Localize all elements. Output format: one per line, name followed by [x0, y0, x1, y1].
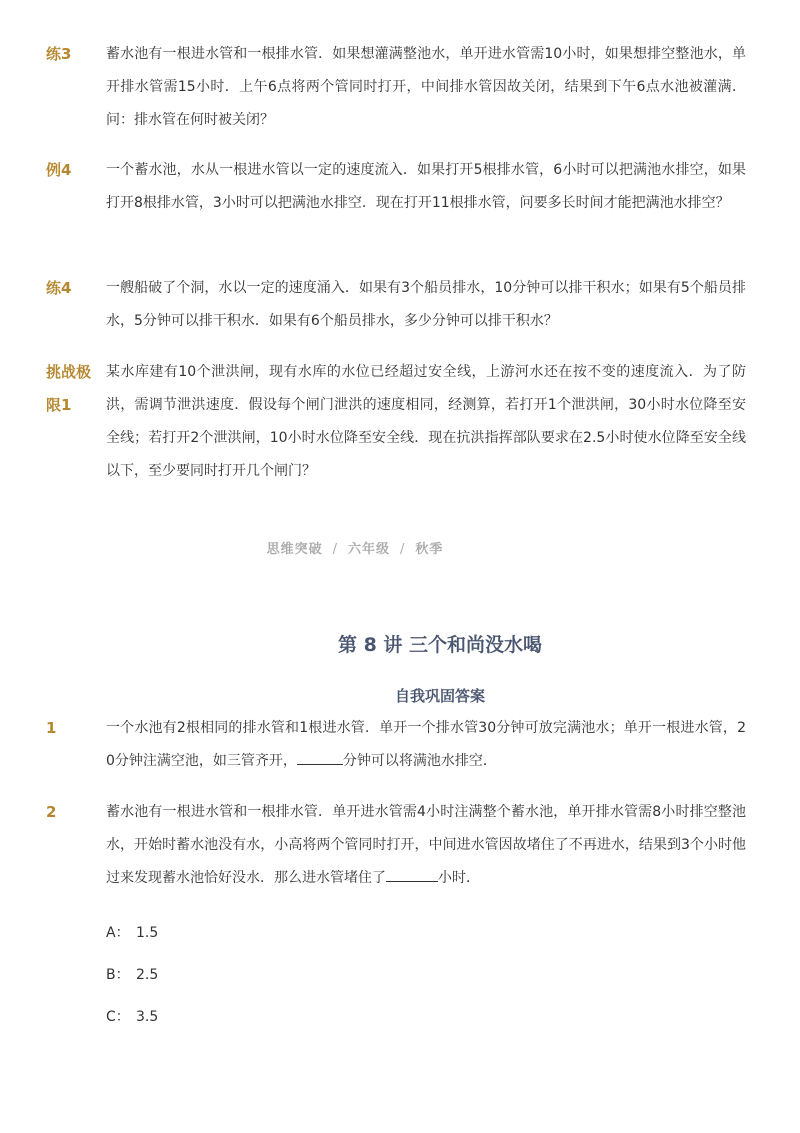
footer-term: 秋季 [415, 542, 444, 557]
problem-label: 练3 [46, 45, 72, 63]
option-b[interactable] [106, 964, 158, 984]
problem-practice-4 [46, 272, 746, 338]
option-key: B： [106, 967, 130, 983]
problem-label: 例4 [46, 161, 72, 179]
footer-separator: / [332, 542, 338, 557]
problem-label: 挑战极限1 [46, 363, 92, 414]
option-key: C： [106, 1009, 130, 1025]
answer-blank [386, 869, 438, 882]
problem-challenge-1 [46, 356, 746, 488]
problem-text: 一个蓄水池，水从一根进水管以一定的速度流入．如果打开5根排水管，6小时可以把满池水排空，如果打开8根排水管，3小时可以把满池水排空．现在打开11根排水管，问要多长时间才能把满池水排空？ [106, 162, 746, 211]
option-key: A： [106, 925, 130, 941]
answer-item-2 [46, 796, 746, 895]
answer-text [106, 712, 746, 778]
page-footer [0, 538, 710, 557]
option-value: 3.5 [136, 1009, 159, 1025]
answer-text-after: 分钟可以将满池水排空． [342, 753, 497, 769]
answer-text-before: 蓄水池有一根进水管和一根排水管．单开进水管需4小时注满整个蓄水池，单开排水管需8小时排空整池水，开始时蓄水池没有水，小高将两个管同时打开，中间进水管因故堵住了不再进水，结果到3个小时他过来发现蓄水池恰好没水．那么进水管堵住了 [106, 804, 746, 886]
answer-text [106, 796, 746, 895]
option-value: 1.5 [136, 925, 159, 941]
answer-blank [297, 752, 343, 765]
option-c[interactable] [106, 1006, 158, 1026]
lecture-title: 第 8 讲 三个和尚没水喝 [337, 634, 543, 656]
footer-course: 思维突破 [266, 542, 323, 557]
option-a[interactable] [106, 922, 158, 942]
answer-text-before: 一个水池有2根相同的排水管和1根进水管．单开一个排水管30分钟可放完满池水；单开一根进水管，20分钟注满空池，如三管齐开， [106, 720, 746, 769]
option-value: 2.5 [136, 967, 159, 983]
answer-text-after: 小时． [438, 870, 480, 886]
problem-text: 蓄水池有一根进水管和一根排水管．如果想灌满整池水，单开进水管需10小时，如果想排空整池水，单开排水管需15小时．上午6点将两个管同时打开，中间排水管因故关闭，结果到下午6点水池被灌满．问：排水管在何时被关闭？ [106, 46, 746, 128]
section-title: 自我巩固答案 [394, 687, 485, 705]
answer-number: 1 [46, 719, 57, 737]
footer-grade: 六年级 [347, 542, 390, 557]
problem-text: 一艘船破了个洞，水以一定的速度涌入．如果有3个船员排水，10分钟可以排干积水；如果有5个船员排水，5分钟可以排干积水．如果有6个船员排水，多少分钟可以排干积水？ [106, 280, 746, 329]
answer-number: 2 [46, 803, 57, 821]
problem-label: 练4 [46, 279, 72, 297]
problem-example-4 [46, 154, 746, 220]
footer-separator: / [400, 542, 406, 557]
problem-text: 某水库建有10个泄洪闸，现有水库的水位已经超过安全线，上游河水还在按不变的速度流入．为了防洪，需调节泄洪速度．假设每个闸门泄洪的速度相同，经测算，若打开1个泄洪闸，30小时水位降至安全线；若打开2个泄洪闸，10小时水位降至安全线．现在抗洪指挥部队要求在2.5小时使水位降至安全线以下，至少要同时打开几个闸门？ [106, 364, 746, 479]
problem-practice-3 [46, 38, 746, 137]
answer-item-1 [46, 712, 746, 778]
